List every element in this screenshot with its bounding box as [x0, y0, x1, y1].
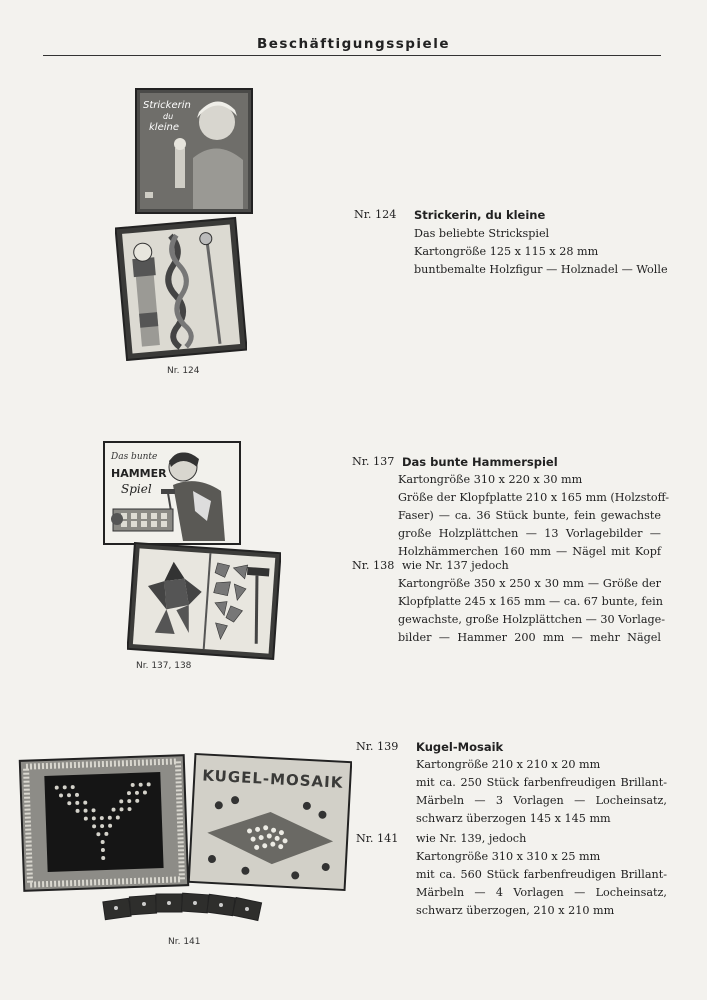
- product-description-line: gewachste, große Holzplättchen — 30 Vorlage-: [398, 613, 666, 626]
- box-lid-text: Strickerin: [143, 100, 191, 111]
- header-rule: [43, 55, 661, 56]
- product-description-line: Kartongröße 210 x 210 x 20 mm: [416, 758, 601, 771]
- svg-text:kleine: kleine: [149, 122, 179, 133]
- product-description-line: Holzhämmerchen 160 mm — Nägel mit Kopf: [398, 545, 661, 558]
- box-lid-text: KUGEL-MOSAIK: [201, 766, 344, 792]
- hammerspiel-box-lid-photo: [103, 441, 241, 545]
- product-description-line: Größe der Klopfplatte 210 x 165 mm (Holzstoff-: [398, 491, 669, 504]
- product-description-line: Kartongröße 310 x 310 x 25 mm: [416, 850, 601, 863]
- product-description-line: Kartongröße 350 x 250 x 30 mm — Größe der: [398, 577, 661, 590]
- product-description-line: schwarz überzogen 145 x 145 mm: [416, 812, 611, 825]
- photo-caption: Nr. 141: [168, 937, 201, 947]
- svg-text:Das bunte: Das bunte: [111, 452, 158, 462]
- product-description-line: Faser) — ca. 36 Stück bunte, fein gewachste: [398, 509, 661, 522]
- product-description-line: Märbeln — 3 Vorlagen — Locheinsatz,: [416, 794, 667, 807]
- svg-text:HAMMER: HAMMER: [111, 467, 167, 480]
- product-description-line: Kartongröße 125 x 115 x 28 mm: [414, 245, 599, 258]
- product-description-line: schwarz überzogen, 210 x 210 mm: [416, 904, 615, 917]
- product-description-line: Kartongröße 310 x 220 x 30 mm: [398, 473, 583, 486]
- product-description-line: Das beliebte Strickspiel: [414, 227, 550, 240]
- product-number: Nr. 137: [352, 455, 395, 468]
- svg-text:Spiel: Spiel: [121, 482, 152, 496]
- product-number: Nr. 138: [352, 559, 395, 572]
- photo-caption: Nr. 124: [167, 366, 200, 376]
- product-number: Nr. 124: [354, 208, 397, 221]
- product-title: Strickerin, du kleine: [414, 208, 546, 222]
- kugel-mosaik-board-photo: [18, 752, 190, 894]
- product-description-line: mit ca. 560 Stück farbenfreudigen Brillant-: [416, 868, 667, 881]
- product-description-line: mit ca. 250 Stück farbenfreudigen Brillant-: [416, 776, 667, 789]
- variant-intro: wie Nr. 139, jedoch: [416, 832, 527, 845]
- product-number: Nr. 139: [356, 740, 399, 753]
- product-description-line: bilder — Hammer 200 mm — mehr Nägel: [398, 631, 661, 644]
- vorlagen-cards-photo: [100, 888, 270, 924]
- product-number: Nr. 141: [356, 832, 399, 845]
- product-description-line: Märbeln — 4 Vorlagen — Locheinsatz,: [416, 886, 667, 899]
- product-title: Das bunte Hammerspiel: [402, 455, 558, 469]
- variant-intro: wie Nr. 137 jedoch: [402, 559, 509, 572]
- page-title: Beschäftigungsspiele: [256, 36, 450, 52]
- strickerin-box-lid-photo: [135, 88, 253, 214]
- product-title: Kugel-Mosaik: [416, 740, 504, 754]
- product-description-line: große Holzplättchen — 13 Vorlagebilder —: [398, 527, 661, 540]
- strickerin-open-box-photo: [115, 215, 247, 361]
- kugel-mosaik-box-lid-photo: [188, 752, 352, 892]
- product-description-line: Klopfplatte 245 x 165 mm — ca. 67 bunte, fein: [398, 595, 663, 608]
- photo-caption: Nr. 137, 138: [136, 661, 192, 671]
- svg-text:du: du: [163, 112, 174, 121]
- hammerspiel-open-box-photo: [127, 542, 281, 662]
- product-description-line: buntbemalte Holzfigur — Holznadel — Wolle: [414, 263, 668, 276]
